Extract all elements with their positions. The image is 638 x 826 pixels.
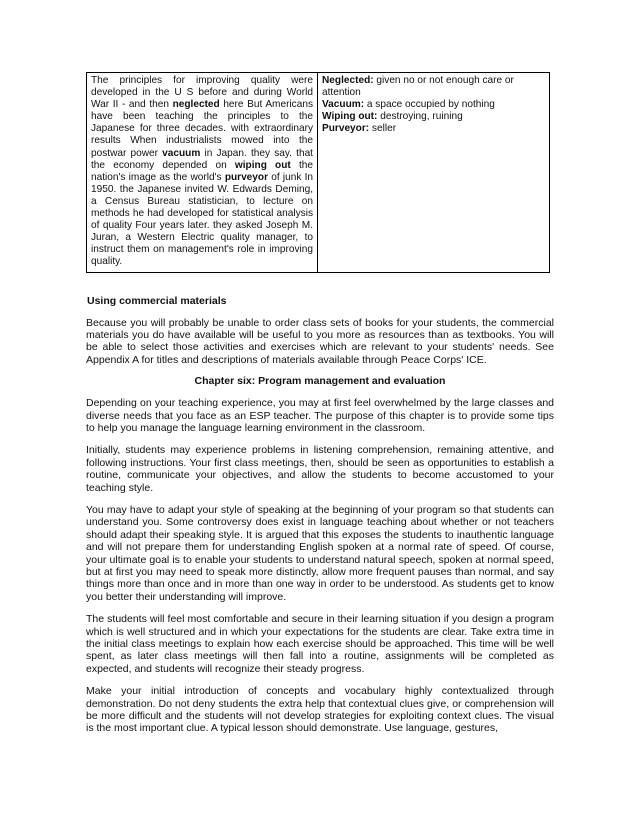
body-paragraph: You may have to adapt your style of speaking at the beginning of your program so that students can understand you. Some controversy does exist in language teaching about whether or not teachers should adapt their speaking style. It is argued that this exposes the students to inauthentic language and will not prepare them for understanding English spoken at a normal rate of speed. Of course, your ultimate goal is to enable your students to understand natural speech, spoken at normal speed, but at first you may need to speak more distinctly, allow more frequent pauses than normal, and say things more than once and in more than one way in order to be understood. As students get to know you better their understanding will improve. <box>86 503 554 603</box>
reading-passage-cell <box>87 73 318 273</box>
glossary-term: Wiping out: <box>322 111 378 123</box>
keyword-wiping-out: wiping out <box>234 159 291 171</box>
glossary-term: Purveyor: <box>322 123 370 135</box>
body-paragraph: Because you will probably be unable to order class sets of books for your students, the commercial materials you do have available will be useful to you more as resources than as textbooks. You will be able to select those activities and exercises which are relevant to your students' needs. See Appendix A for titles and descriptions of materials available through Peace Corps' ICE. <box>86 316 554 366</box>
passage-text: in Japan. they say. that the economy depended on <box>91 147 313 171</box>
document-page <box>86 72 554 735</box>
body-paragraph: Depending on your teaching experience, you may at first feel overwhelmed by the large classes and diverse needs that you face as an ESP teacher. The purpose of this chapter is to provide some tips to help you manage the language learning environment in the classroom. <box>86 397 554 434</box>
body-paragraph: Make your initial introduction of concepts and vocabulary highly contextualized through demonstration. Do not deny students the extra help that contextual clues give, or comprehension will be more difficult and the students will not develop strategies for exploiting context clues. The visual is the most important clue. A typical lesson should demonstrate. Use language, gestures, <box>86 685 554 735</box>
vocabulary-table <box>86 72 550 273</box>
passage-text: here But Americans have been teaching the principles to the Japanese for three decades. with extraordinary results When industrialists mowed into the postwar power <box>91 99 313 159</box>
glossary-term: Neglected: <box>322 75 374 86</box>
table-row <box>87 73 550 273</box>
body-paragraph: Initially, students may experience problems in listening comprehension, remaining attentive, and following instructions. Your first class meetings, then, should be seen as opportunities to establish a routine, communicate your objectives, and allow the students to become accustomed to your teaching style. <box>86 444 554 494</box>
glossary-cell <box>318 73 550 273</box>
keyword-vacuum: vacuum <box>162 147 201 159</box>
section-heading: Using commercial materials <box>87 294 227 307</box>
glossary-definition: a space occupied by nothing <box>364 99 495 111</box>
passage-text: of junk In 1950. the Japanese invited W. Edwards Deming, a Census Bureau statistician, to lecture on methods he had developed for statistical analysis of quality Four years later. they asked Joseph M. Juran, a Western Electric quality manager, to instruct them on management's role in improving quality. <box>91 171 313 268</box>
glossary-entry <box>322 111 545 123</box>
passage-text: the nation's image as the world's <box>91 159 313 183</box>
glossary-definition: given no or not enough care or attention <box>322 75 514 99</box>
glossary-term: Vacuum: <box>322 99 365 111</box>
passage-text: The principles for improving quality were developed in the U S before and during World War II - and then <box>91 75 313 111</box>
keyword-neglected: neglected <box>172 99 220 111</box>
glossary-definition: destroying, ruining <box>377 111 463 123</box>
body-paragraph: The students will feel most comfortable and secure in their learning situation if you design a program which is well structured and in which your expectations for the students are clear. Take extra time in the initial class meetings to explain how each exercise should be approached. This time will be well spent, as later class meetings will then fall into a routine, assignments will be completed as expected, and students will recognize their steady progress. <box>86 613 554 675</box>
glossary-definition: seller <box>369 123 397 135</box>
glossary-entry <box>322 75 545 99</box>
glossary-entry <box>322 123 545 135</box>
glossary-entry <box>322 99 545 111</box>
keyword-purveyor: purveyor <box>224 171 269 183</box>
chapter-heading: Chapter six: Program management and evaluation <box>194 375 446 388</box>
